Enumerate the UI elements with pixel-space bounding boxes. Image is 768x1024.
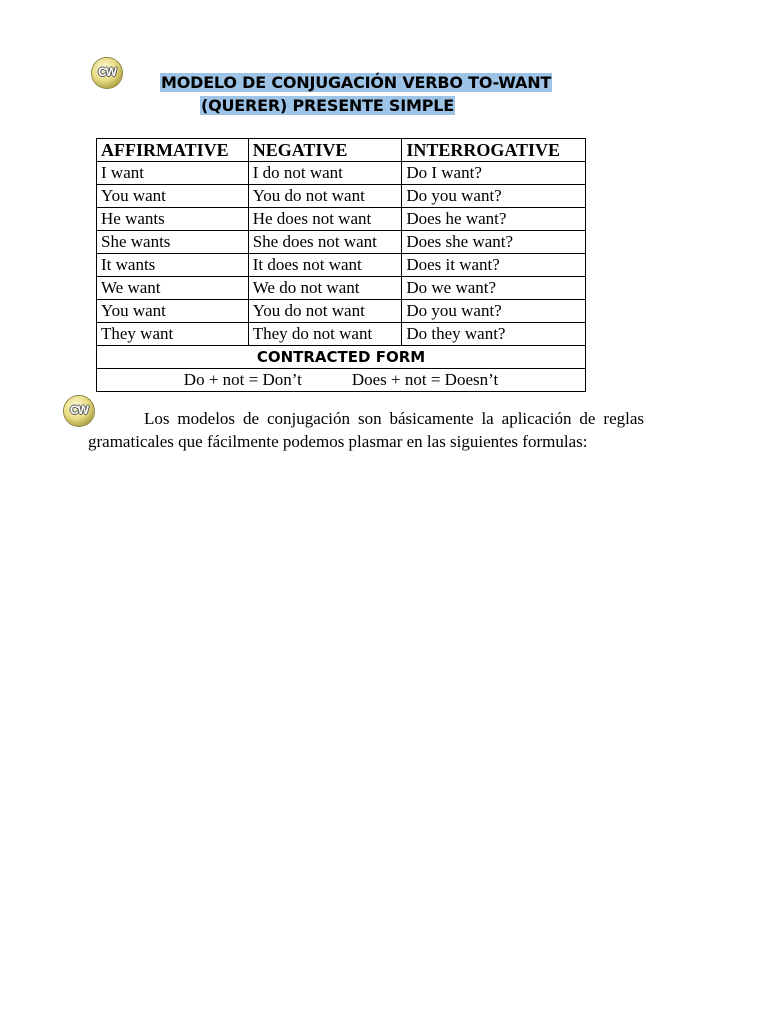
contracted-form-heading: CONTRACTED FORM	[97, 346, 586, 369]
table-cell: I want	[97, 162, 249, 185]
table-cell: They do not want	[248, 323, 402, 346]
table-row	[97, 254, 586, 277]
table-cell: We want	[97, 277, 249, 300]
table-cell: Does she want?	[402, 231, 586, 254]
table-cell: Do you want?	[402, 185, 586, 208]
conjugation-table	[96, 138, 586, 392]
table-row	[97, 185, 586, 208]
table-cell: Do we want?	[402, 277, 586, 300]
contracted-form-cell	[97, 369, 586, 392]
table-cell: Do I want?	[402, 162, 586, 185]
table-row	[97, 300, 586, 323]
table-cell: They want	[97, 323, 249, 346]
table-row	[97, 277, 586, 300]
table-cell: I do not want	[248, 162, 402, 185]
table-cell: You do not want	[248, 300, 402, 323]
table-cell: She wants	[97, 231, 249, 254]
cw-logo-icon: CW	[92, 58, 122, 88]
title-line-2: (QUERER) PRESENTE SIMPLE	[201, 96, 454, 115]
paragraph-text: Los modelos de conjugación son básicamente la aplicación de reglas gramaticales que fácilmente podemos plasmar en las siguientes formulas:	[88, 409, 644, 451]
column-header-affirmative: AFFIRMATIVE	[97, 139, 249, 162]
page-title	[160, 71, 552, 117]
table-cell: He wants	[97, 208, 249, 231]
contracted-form-row	[97, 369, 586, 392]
table-row	[97, 323, 586, 346]
table-cell: Does he want?	[402, 208, 586, 231]
table-cell: Do they want?	[402, 323, 586, 346]
table-cell: It wants	[97, 254, 249, 277]
table-cell: You want	[97, 185, 249, 208]
contracted-do-not: Do + not = Don’t	[183, 370, 302, 389]
table-row	[97, 208, 586, 231]
body-paragraph	[88, 407, 644, 453]
cw-logo-icon: CW	[64, 396, 94, 426]
table-cell: Does it want?	[402, 254, 586, 277]
table-row	[97, 162, 586, 185]
table-cell: She does not want	[248, 231, 402, 254]
column-header-interrogative: INTERROGATIVE	[402, 139, 586, 162]
table-cell: It does not want	[248, 254, 402, 277]
table-row	[97, 231, 586, 254]
column-header-negative: NEGATIVE	[248, 139, 402, 162]
table-cell: He does not want	[248, 208, 402, 231]
table-cell: Do you want?	[402, 300, 586, 323]
table-header-row	[97, 139, 586, 162]
title-line-1: MODELO DE CONJUGACIÓN VERBO TO-WANT	[161, 73, 552, 92]
contracted-form-heading-row	[97, 346, 586, 369]
table-cell: You do not want	[248, 185, 402, 208]
contracted-does-not: Does + not = Doesn’t	[351, 370, 499, 389]
table-cell: We do not want	[248, 277, 402, 300]
table-cell: You want	[97, 300, 249, 323]
